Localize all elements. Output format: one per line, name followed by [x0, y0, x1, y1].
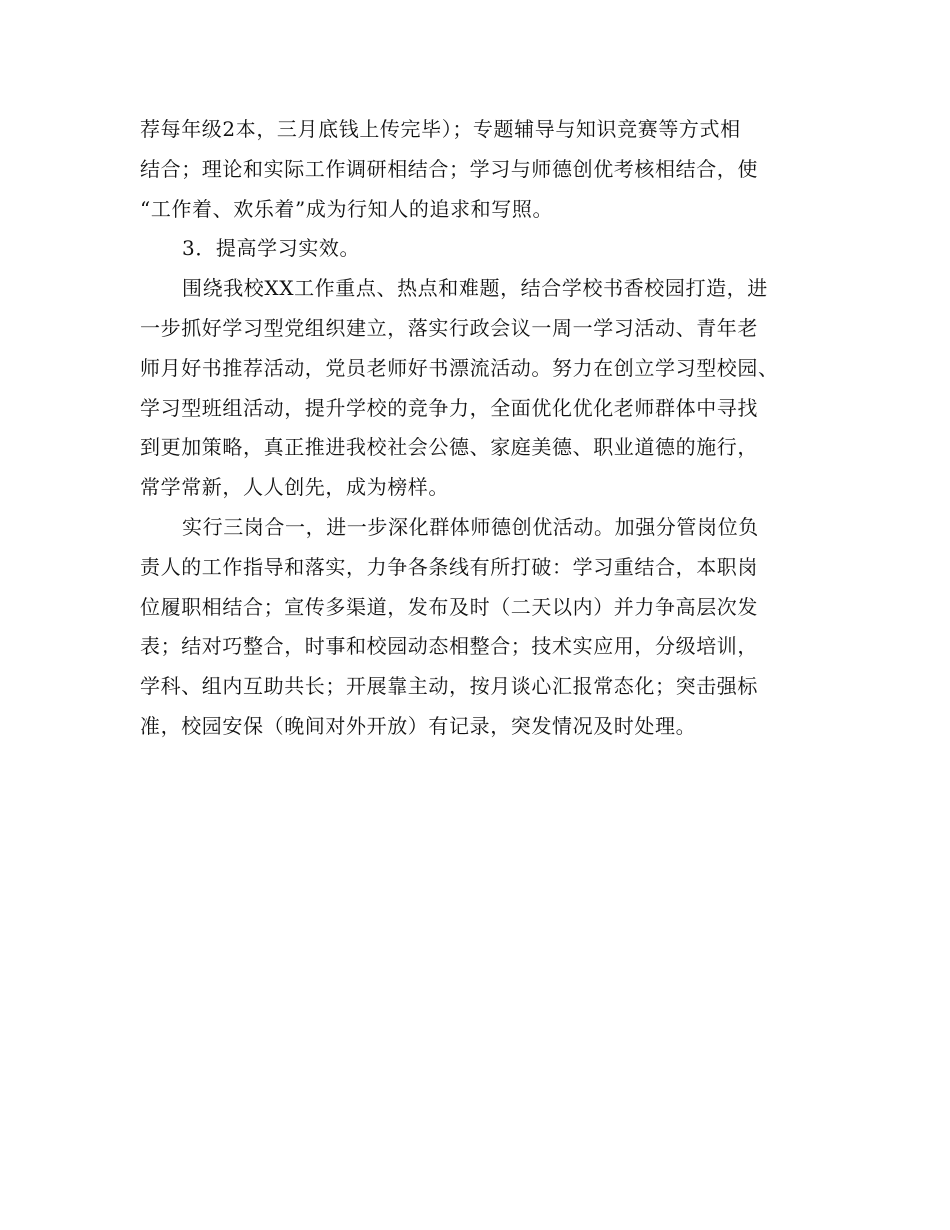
text-line-6: 一步抓好学习型党组织建立，落实行政会议一周一学习活动、青年老 [140, 315, 758, 340]
text-line-13: 位履职相结合；宣传多渠道，发布及时（二天以内）并力争高层次发 [140, 594, 758, 619]
text-line-15: 学科、组内互助共长；开展靠主动，按月谈心汇报常态化；突击强标 [140, 674, 758, 699]
text-line-10: 常学常新，人人创先，成为榜样。 [140, 475, 449, 500]
body-text [140, 110, 840, 747]
text-line-11: 实行三岗合一，进一步深化群体师德创优活动。加强分管岗位负 [182, 514, 759, 539]
text-line-5: 围绕我校XX工作重点、热点和难题，结合学校书香校园打造，进 [182, 276, 768, 301]
text-line-9: 到更加策略，真正推进我校社会公德、家庭美德、职业道德的施行， [140, 435, 758, 460]
text-line-8: 学习型班组活动，提升学校的竞争力，全面优化优化老师群体中寻找 [140, 395, 758, 420]
text-line-1: 荐每年级2本，三月底钱上传完毕）；专题辅导与知识竞赛等方式相 [140, 117, 741, 141]
text-line-2: 结合；理论和实际工作调研相结合；学习与师德创优考核相结合，使 [140, 156, 758, 181]
text-line-12: 责人的工作指导和落实，力争各条线有所打破：学习重结合，本职岗 [140, 554, 758, 579]
text-line-14: 表；结对巧整合，时事和校园动态相整合；技术实应用，分级培训， [140, 634, 758, 659]
text-line-7: 师月好书推荐活动，党员老师好书漂流活动。努力在创立学习型校园、 [140, 355, 779, 380]
section-heading: 3．提高学习实效。 [182, 236, 361, 261]
text-line-16: 准，校园安保（晚间对外开放）有记录，突发情况及时处理。 [140, 713, 697, 738]
text-line-3: “工作着、欢乐着”成为行知人的追求和写照。 [140, 196, 554, 221]
